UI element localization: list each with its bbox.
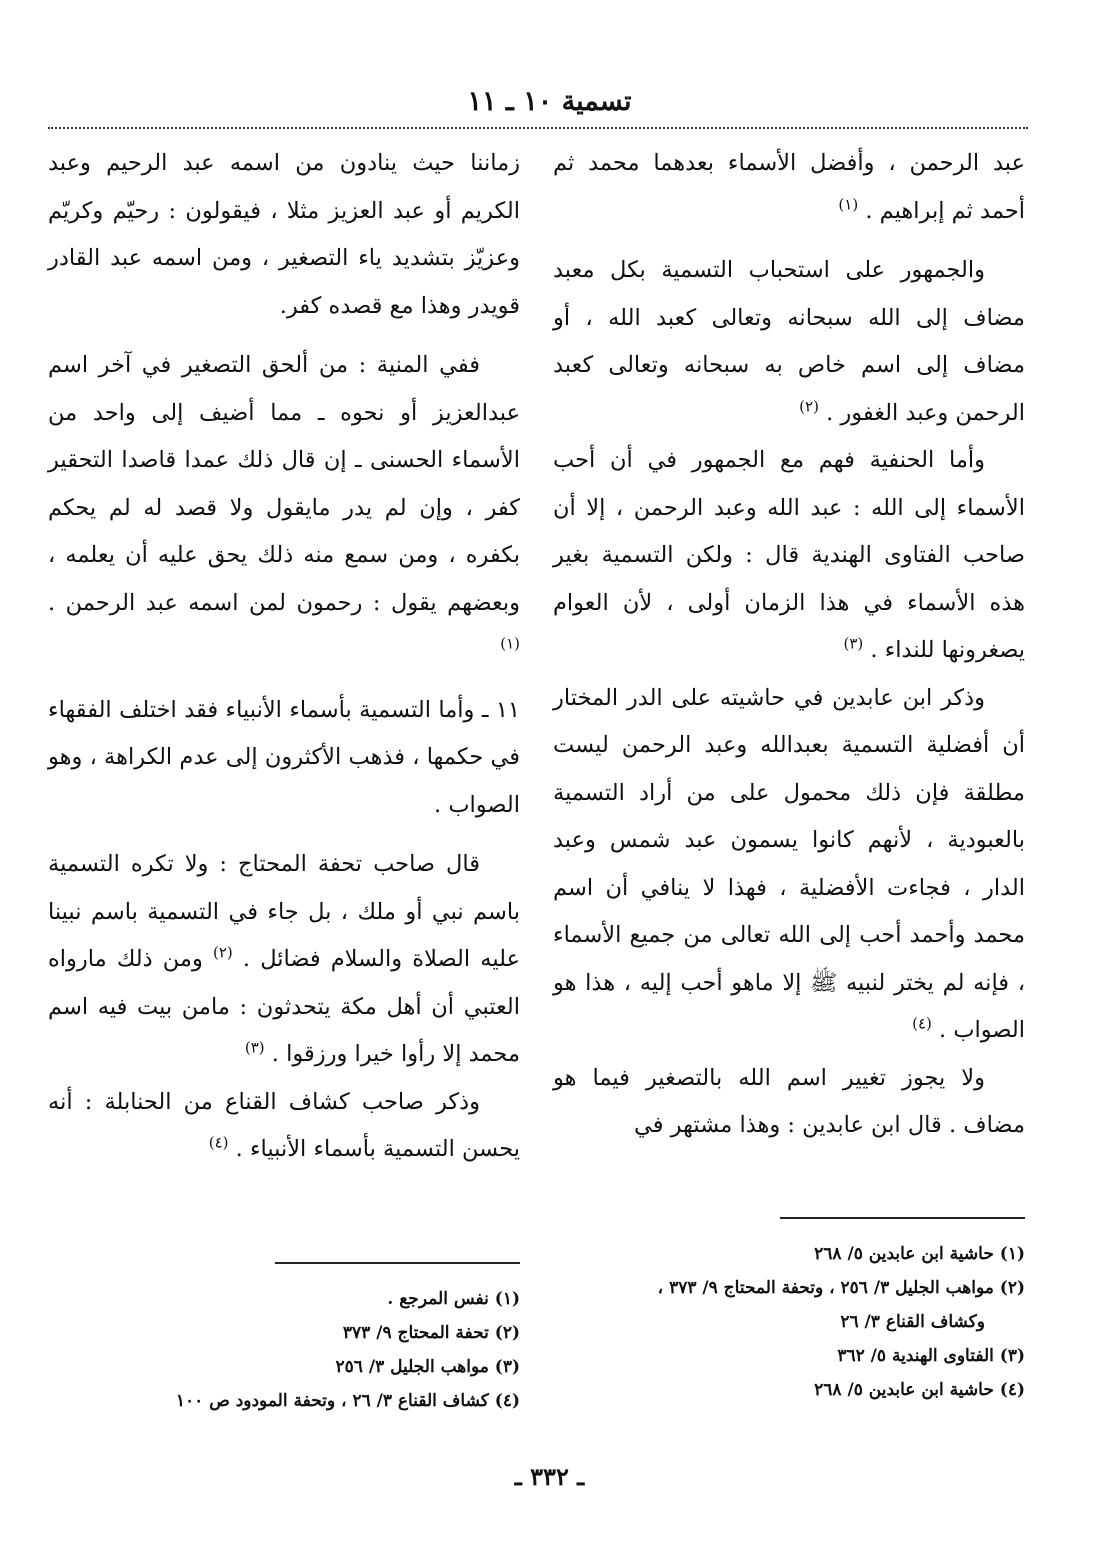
- footnote: (٣) مواهب الجليل ٣/ ٢٥٦: [335, 1357, 520, 1377]
- paragraph: [48, 342, 520, 675]
- paragraph: [553, 1055, 1025, 1150]
- paragraph-text: زماننا حيث ينادون من اسمه عبد الرحيم وعبد الكريم أو عبد العزيز مثلا ، فيقولون : رحيّم وكريّم وعزيّز بتشديد ياء التصغير ، ومن اسمه عبد القادر قويدر وهذا مع قصده كفر.: [48, 150, 520, 319]
- page-title: تسمية ١٠ ـ ١١: [467, 86, 632, 117]
- section-paragraph: [48, 687, 520, 830]
- paragraph-text: وذكر صاحب كشاف القناع من الحنابلة : أنه يحسن التسمية بأسماء الأنبياء .: [48, 1088, 520, 1162]
- footnote: (٤) حاشية ابن عابدين ٥/ ٢٦٨: [814, 1380, 1025, 1400]
- footnote-ref: (١): [500, 634, 520, 653]
- footnote-ref: (٢): [799, 397, 819, 415]
- paragraph: [553, 247, 1025, 437]
- page-number: ـ ٣٣٢ ـ: [514, 1462, 585, 1491]
- left-column: [48, 140, 520, 1174]
- paragraph-text: وأما الحنفية فهم مع الجمهور في أن أحب الأسماء إلى الله : عبد الله وعبد الرحمن ، إلا أن صاحب الفتاوى الهندية قال : ولكن التسمية بغير هذه الأسماء في هذا الزمان أولى ، لأن العوام يصغرونها للنداء .: [553, 447, 1025, 663]
- paragraph: [553, 675, 1025, 1055]
- paragraph: [553, 437, 1025, 675]
- header-divider: [48, 127, 1028, 129]
- paragraph: [48, 841, 520, 1079]
- footnote: وكشاف القناع ٣/ ٢٦: [840, 1312, 985, 1332]
- footnote: (٤) كشاف القناع ٣/ ٢٦ ، وتحفة المودود ص ١٠٠: [175, 1391, 520, 1411]
- footnote: (١) نفس المرجع .: [387, 1289, 520, 1309]
- paragraph-text: وذكر ابن عابدين في حاشيته على الدر المختار أن أفضلية التسمية بعبدالله وعبد الرحمن ليست مطلقة فإن ذلك محمول على من أراد التسمية بالعبودية ، لأنهم كانوا يسمون عبد شمس وعبد الدار ، فجاءت الأفضلية ، فهذا لا ينافي أن اسم محمد وأحمد أحب إلى الله تعالى من جميع الأسماء ، فإنه لم يختر لنبيه ﷺ إلا ماهو أحب إليه ، هذا هو الصواب .: [553, 684, 1025, 1043]
- paragraph-text: ١١ ـ وأما التسمية بأسماء الأنبياء فقد اختلف الفقهاء في حكمها ، فذهب الأكثرون إلى عدم الكراهة ، وهو الصواب .: [48, 696, 520, 818]
- footnote-ref: (٣): [843, 634, 864, 653]
- footnote-ref: (٤): [912, 1014, 932, 1033]
- paragraph-text: ومن ذلك مارواه العتبي أن أهل مكة يتحدثون : مامن بيت فيه اسم محمد إلا رأوا خيرا ورزقوا .: [48, 946, 520, 1067]
- footnote: (١) حاشية ابن عابدين ٥/ ٢٦٨: [814, 1244, 1025, 1264]
- paragraph-text: ولا يجوز تغيير اسم الله بالتصغير فيما هو مضاف . قال ابن عابدين : وهذا مشتهر في: [553, 1064, 1025, 1138]
- footnote-ref: (٢): [212, 943, 233, 962]
- footnote: (٣) الفتاوى الهندية ٥/ ٣٦٢: [837, 1346, 1025, 1366]
- paragraph-text: قال صاحب تحفة المحتاج : ولا تكره التسمية باسم نبي أو ملك ، بل جاء في التسمية باسم نبينا عليه الصلاة والسلام فضائل .: [48, 851, 520, 972]
- paragraph: [553, 140, 1025, 235]
- left-footnotes: [48, 1282, 520, 1418]
- footnote-ref: (٤): [208, 1133, 229, 1152]
- paragraph-text: عبد الرحمن ، وأفضل الأسماء بعدهما محمد ثم أحمد ثم إبراهيم .: [553, 150, 1025, 224]
- paragraph-text: ففي المنية : من ألحق التصغير في آخر اسم عبدالعزيز أو نحوه ـ مما أضيف إلى واحد من الأسماء الحسنى ـ إن قال ذلك عمدا قاصدا التحقير كفر ، وإن لم يدر مايقول ولا قصد له لم يحكم بكفره ، ومن سمع منه ذلك يحق عليه أن يعلمه ، وبعضهم يقول : رحمون لمن اسمه عبد الرحمن .: [48, 352, 520, 616]
- footnote: (٢) تحفة المحتاج ٩/ ٣٧٣: [342, 1323, 520, 1343]
- paragraph: [48, 140, 520, 330]
- paragraph: [48, 1079, 520, 1174]
- footnote-ref: (١): [838, 195, 859, 213]
- footnote-divider: [780, 1217, 1025, 1219]
- right-footnotes: [553, 1237, 1025, 1407]
- footnote-divider: [275, 1262, 520, 1264]
- right-column: [553, 140, 1025, 1150]
- paragraph-text: والجمهور على استحباب التسمية بكل معبد مضاف إلى الله سبحانه وتعالى كعبد الله ، أو مضاف إلى اسم خاص به سبحانه وتعالى كعبد الرحمن وعبد الغفور .: [553, 257, 1025, 426]
- footnote-ref: (٣): [244, 1038, 265, 1057]
- footnote: (٢) مواهب الجليل ٣/ ٢٥٦ ، وتحفة المحتاج ٩/ ٣٧٣ ،: [657, 1278, 1025, 1298]
